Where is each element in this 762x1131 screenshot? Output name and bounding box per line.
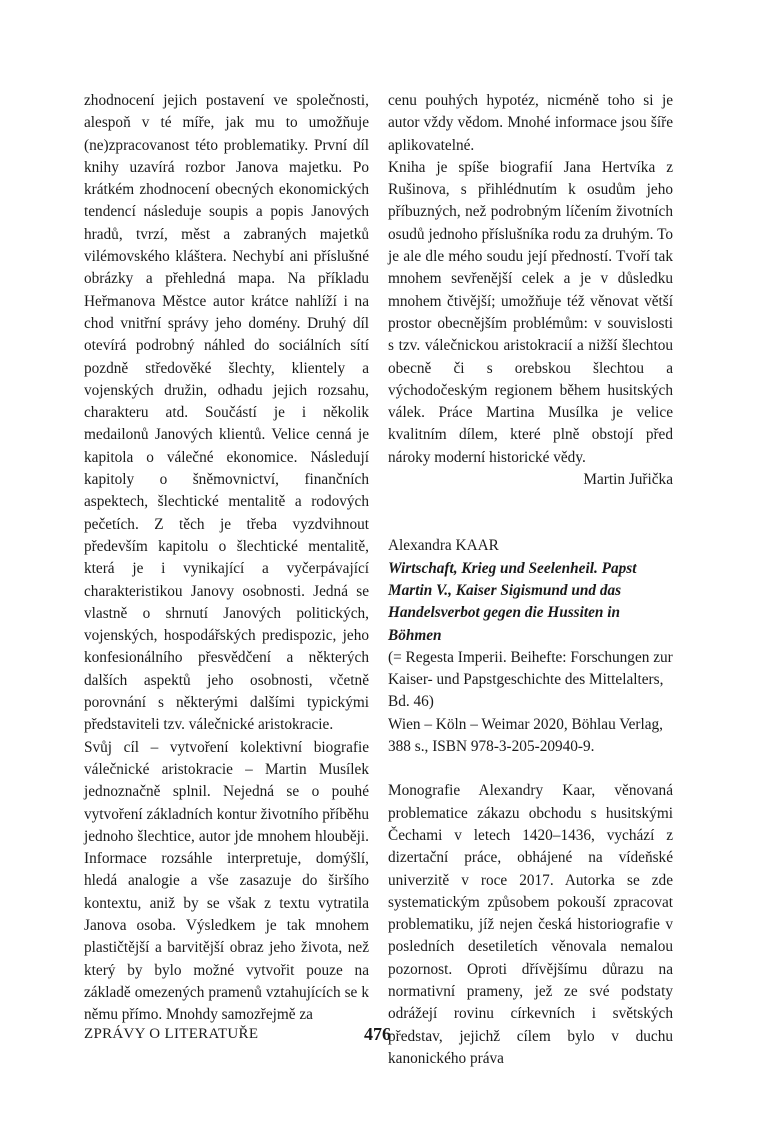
left-paragraph-2: Svůj cíl – vytvoření kolektivní biografie válečnické aristokracie – Martin Musílek jednoznačně splnil. Nejedná se o pouhé vytvoření základních kontur životního příběhu jednoho šlechtice, autor jde mnohem hlouběji. Informace rozsáhle interpretuje, domýšlí, hledá analogie a vše zasazuje do širšího kontextu, aniž by se však z textu vytratila Janova osoba. Výsledkem je tak mnohem plastičtější a barvitější obraz jeho života, než který by bylo možné vytvořit pouze na základě omezených pramenů vztahujících se k němu přímo. Mnohdy samozřejmě za xyxy=(84,738,369,1024)
left-paragraph-1: zhodnocení jejich postavení ve společnosti, alespoň v té míře, jak mu to umožňuje (ne)zpracovanost této problematiky. První díl knihy uzavírá rozbor Janova majetku. Po krátkém zhodnocení obecných ekonomických tendencí následuje soupis a popis Janových hradů, tvrzí, měst a zabraných majetků vilémovského kláštera. Nechybí ani příslušné obrázky a přehledná mapa. Na příkladu Heřmanova Městce autor krátce nahlíží i na chod vnitřní správy jeho domény. Druhý díl otevírá podrobný náhled do sociálních sítí pozdně středověké šlechty, klientely a vojenských družin, odhadu jejich rozsahu, charakteru atd. Součástí je i několik medailonů Janových klientů. Velice cenná je kapitola o válečné ekonomice. Následují kapitoly o šněmovnictví, finančních aspektech, šlechtické mentalitě a rodových pečetích. Z těch je třeba vyzdvihnout především kapitolu o šlechtické mentalitě, která je i vynikající a vyčerpávající charakteristikou Janovy osobnosti. Jedná se vlastně o shrnutí Janových politických, vojenských, hospodářských predispozic, jeho konfesionálního přesvědčení a některých dalších aspektů jeho osobnosti, včetně porovnání s některými dalšími typickými představiteli tzv. válečnické aristokracie. xyxy=(84,92,369,734)
footer-section-label: ZPRÁVY O LITERATUŘE xyxy=(84,1026,259,1042)
right-paragraph-2: Kniha je spíše biografií Jana Hertvíka z Rušinova, s přihlédnutím k osudům jeho příbuzných, než podrobným líčením životních osudů jednoho příslušníka rodu za druhým. To je ale dle mého soudu její předností. Tvoří tak mnohem sevřenější celek a je v důsledku mnohem čtivější; umožňuje též věnovat větší prostor obecnějším problémům: v souvislosti s tzv. válečnickou aristokracií a nižší šlechtou obecně či s orebskou šlechtou a východočeským regionem během husitských válek. Práce Martina Musílka je velice kvalitním dílem, které plně obstojí před nároky moderní historické vědy. xyxy=(388,158,673,466)
reviewed-book-author: Alexandra KAAR xyxy=(388,537,499,555)
review-body-paragraph: Monografie Alexandry Kaar, věnovaná problematice zákazu obchodu s husitskými Čechami v letech 1420–1436, vychází z dizertační práce, obhájené na vídeňské univerzitě v roce 2017. Autorka se zde systematickým způsobem pokouší zpracovat problematiku, jíž nejen česká historiografie v posledních desetiletích věnovala nemalou pozornost. Oproti dřívějšímu důrazu na normativní prameny, jež ze své podstaty odrážejí rovinu církevních i světských představ, jejichž cílem bylo v duchu kanonického práva xyxy=(388,782,673,1067)
right-paragraph-1: cenu pouhých hypotéz, nicméně toho si je autor vždy vědom. Mnohé informace jsou šíře aplikovatelné. xyxy=(388,92,673,154)
reviewed-book-title: Wirtschaft, Krieg und Seelenheil. Papst Martin V., Kaiser Sigismund und das Handelsverbot gegen die Hussiten in Böhmen xyxy=(388,559,637,644)
review-signature: Martin Juřička xyxy=(583,471,673,489)
left-column xyxy=(84,90,369,1026)
heading-spacer xyxy=(388,758,673,780)
reviewed-book-series: (= Regesta Imperii. Beihefte: Forschungen zur Kaiser- und Papstgeschichte des Mittelalters, Bd. 46) xyxy=(388,648,673,711)
page-number: 476 xyxy=(364,1024,391,1044)
right-column xyxy=(388,90,673,1070)
section-spacer xyxy=(388,491,673,535)
reviewed-book-publication: Wien – Köln – Weimar 2020, Böhlau Verlag, 388 s., ISBN 978-3-205-20940-9. xyxy=(388,715,664,756)
